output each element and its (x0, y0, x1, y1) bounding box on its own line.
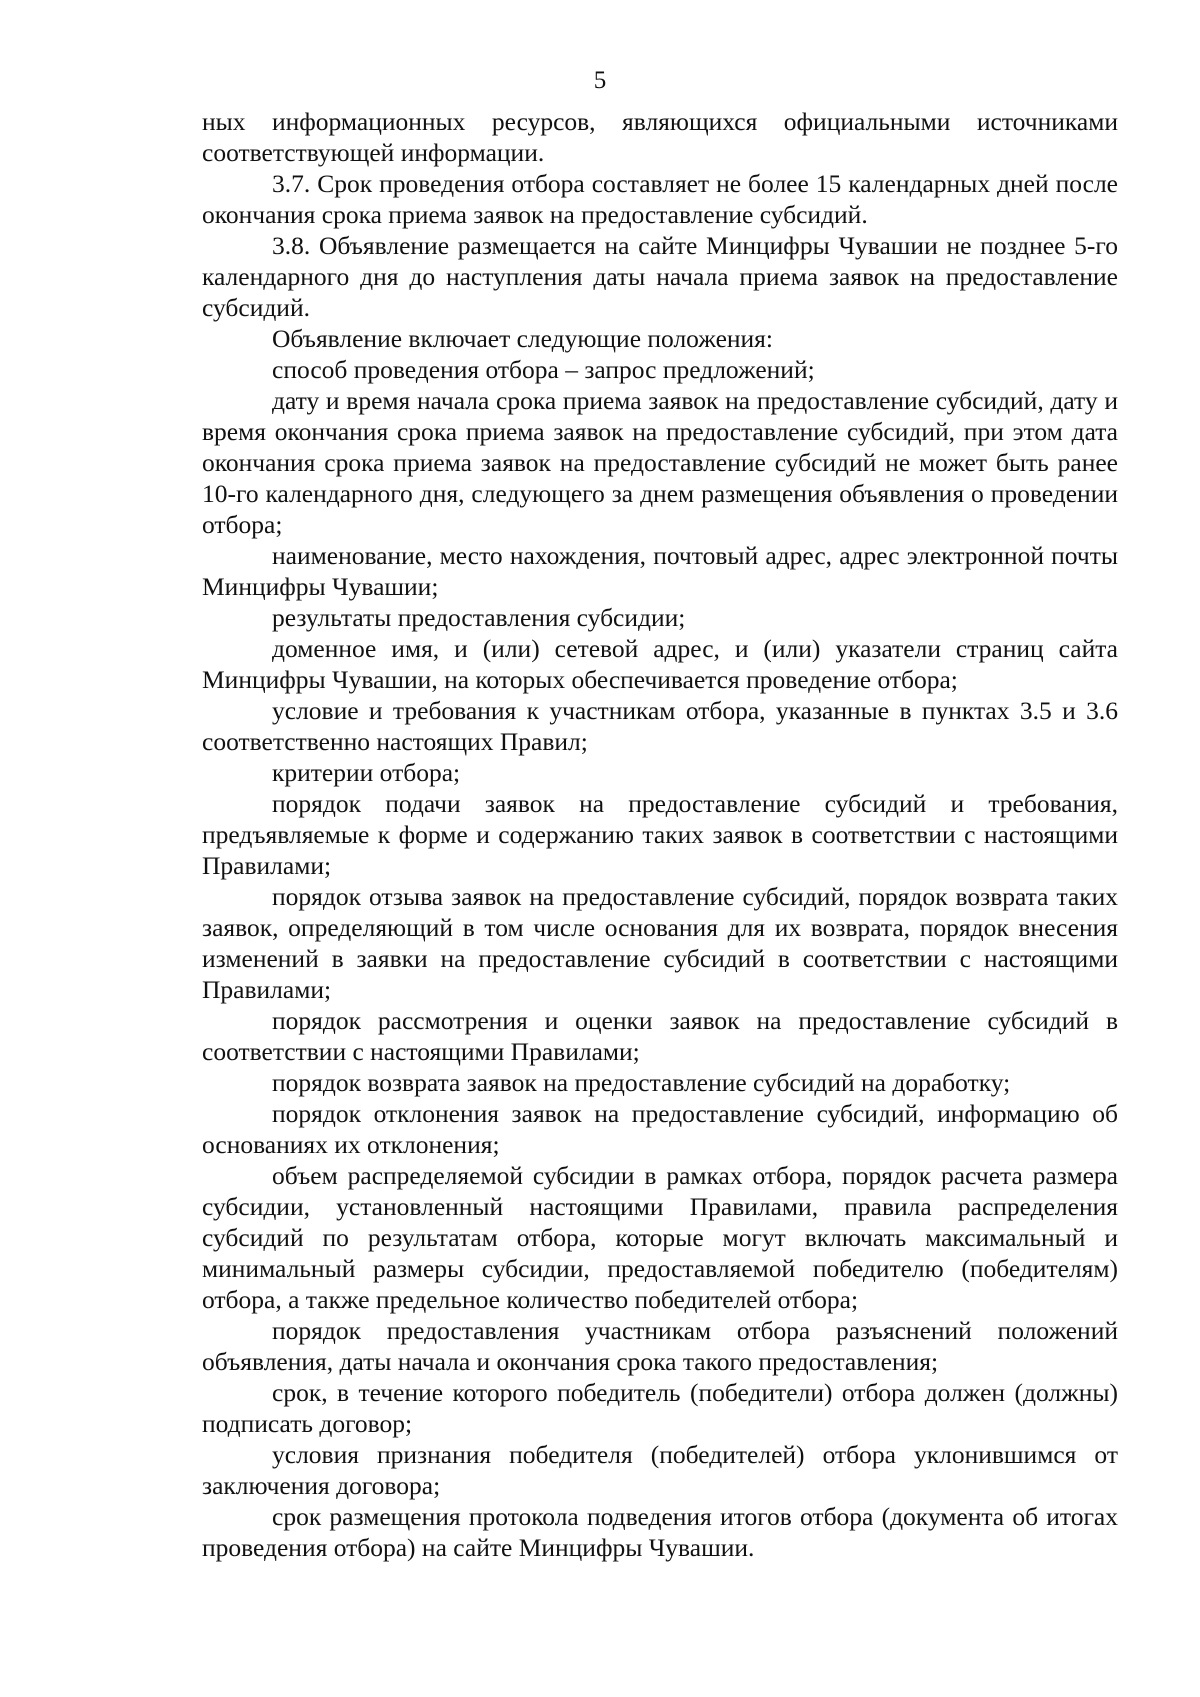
list-item: порядок предоставления участникам отбора разъяснений положений объявления, даты начала и окончания срока такого предоставления; (202, 1316, 1118, 1376)
list-item: критерии отбора; (272, 758, 461, 787)
paragraph-3-8: 3.8. Объявление размещается на сайте Минцифры Чувашии не позднее 5-го календарного дня до наступления даты начала приема заявок на предоставление субсидий. (202, 231, 1118, 322)
list-item: результаты предоставления субсидии; (272, 603, 686, 632)
list-item: условие и требования к участникам отбора, указанные в пунктах 3.5 и 3.6 соответственно настоящих Правил; (202, 696, 1118, 756)
paragraph-continuation: ных информационных ресурсов, являющихся официальными источниками соответствующей информации. (202, 107, 1118, 167)
list-item: порядок рассмотрения и оценки заявок на предоставление субсидий в соответствии с настоящими Правилами; (202, 1006, 1118, 1066)
list-item: порядок возврата заявок на предоставление субсидий на доработку; (272, 1068, 1011, 1097)
document-body (202, 106, 1118, 1563)
list-item: условия признания победителя (победителей) отбора уклонившимся от заключения договора; (202, 1440, 1118, 1500)
list-item: дату и время начала срока приема заявок на предоставление субсидий, дату и время окончания срока приема заявок на предоставление субсидий, при этом дата окончания срока приема заявок на предоставление субсидий не может быть ранее 10-го календарного дня, следующего за днем размещения объявления о проведении отбора; (202, 386, 1118, 539)
list-item: порядок отзыва заявок на предоставление субсидий, порядок возврата таких заявок, определяющий в том числе основания для их возврата, порядок внесения изменений в заявки на предоставление субсидий в соответствии с настоящими Правилами; (202, 882, 1118, 1004)
list-item: доменное имя, и (или) сетевой адрес, и (или) указатели страниц сайта Минцифры Чувашии, на которых обеспечивается проведение отбора; (202, 634, 1118, 694)
list-item: способ проведения отбора – запрос предложений; (272, 355, 815, 384)
list-item: срок размещения протокола подведения итогов отбора (документа об итогах проведения отбора) на сайте Минцифры Чувашии. (202, 1502, 1118, 1562)
list-item: порядок отклонения заявок на предоставление субсидий, информацию об основаниях их отклонения; (202, 1099, 1118, 1159)
list-item: наименование, место нахождения, почтовый адрес, адрес электронной почты Минцифры Чувашии; (202, 541, 1118, 601)
list-item: порядок подачи заявок на предоставление субсидий и требования, предъявляемые к форме и содержанию таких заявок в соответствии с настоящими Правилами; (202, 789, 1118, 880)
paragraph-announcement-intro: Объявление включает следующие положения: (272, 324, 773, 353)
paragraph-3-7: 3.7. Срок проведения отбора составляет не более 15 календарных дней после окончания срока приема заявок на предоставление субсидий. (202, 169, 1118, 229)
page-number: 5 (593, 67, 607, 94)
list-item: объем распределяемой субсидии в рамках отбора, порядок расчета размера субсидии, установленный настоящими Правилами, правила распределения субсидий по результатам отбора, которые могут включать максимальный и минимальный размеры субсидии, предоставляемой победителю (победителям) отбора, а также предельное количество победителей отбора; (202, 1161, 1118, 1314)
list-item: срок, в течение которого победитель (победители) отбора должен (должны) подписать договор; (202, 1378, 1118, 1438)
